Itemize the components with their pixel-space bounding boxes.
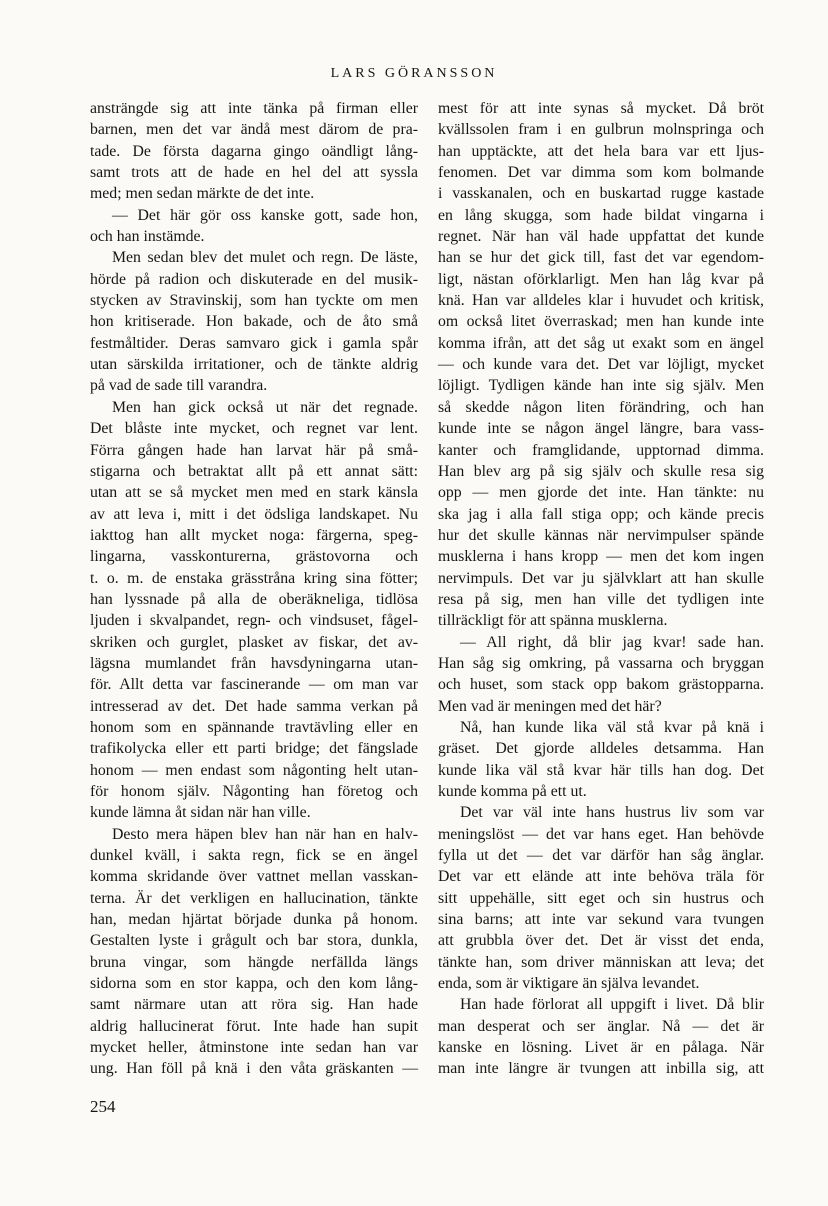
text-line: terna. Är det verkligen en hallucination, tänkte (90, 889, 418, 907)
text-line: enda, som är viktigare än själva levandet. (438, 975, 700, 993)
text-line: av att leva i, mitt i det ödsliga landskapet. Nu (90, 505, 418, 523)
text-line: han lyssnade på alla de oberäkneliga, tidlösa (90, 590, 418, 608)
text-line: — All right, då blir jag kvar! sade han. (460, 633, 764, 651)
text-line: knä. Han var alldeles klar i huvudet och kritisk, (438, 292, 764, 310)
text-line: ligt, nästan oförklarligt. Men han låg kvar på (438, 270, 764, 288)
text-line: fylla ut det — det var därför han såg änglar. (438, 847, 764, 865)
text-line: meningslöst — det var hans eget. Han behövde (438, 825, 764, 843)
text-line: kunde inte se någon ängel längre, bara vass- (438, 420, 764, 438)
text-line: sitt uppehälle, sitt eget och sin hustrus och (438, 889, 764, 907)
text-line: en lång skugga, som hade bildat vingarna i (438, 206, 764, 224)
text-line: utan att se så mycket men med en stark känsla (90, 484, 418, 502)
text-line: bruna vingar, som hängde nerfällda längs (90, 953, 418, 971)
text-line: nervimpuls. Det var ju självklart att han skulle (438, 569, 764, 587)
text-line: Förra gången hade han larvat här på små- (90, 441, 418, 459)
text-line: kunde komma på ett ut. (438, 783, 587, 800)
text-line: han upptäckte, att det hela bara var ett ljus- (438, 142, 764, 160)
text-line: Det blåste inte mycket, och regnet var lent. (90, 420, 418, 438)
text-line: iakttog han allt mycket noga: färgerna, speg- (90, 526, 418, 544)
text-line: mycket heller, åtminstone inte sedan han var (90, 1039, 418, 1057)
text-line: Men vad är meningen med det här? (438, 697, 662, 715)
text-line: hon kritiserade. Hon bakade, och de åto små (90, 313, 418, 331)
text-line: tade. De första dagarna gingo oändligt lång- (90, 142, 418, 160)
text-line: komma ifrån, att det såg ut exakt som en ängel (438, 334, 764, 352)
text-line: Han hade förlorat all uppgift i livet. Då blir (460, 996, 764, 1014)
text-line: kunde lika väl stå kvar här tills han dog. Det (438, 761, 764, 779)
text-line: Gestalten lyste i grågult och bar stora, dunkla, (90, 932, 418, 950)
text-line: löjligt. Tydligen kände han inte sig själv. Men (438, 377, 764, 395)
text-line: dunkel kväll, i sakta regn, fick se en ängel (90, 847, 418, 865)
text-line: man inte längre är tvungen att inbilla sig, att (438, 1060, 764, 1078)
text-line: ansträngde sig att inte tänka på firman eller (90, 100, 418, 117)
text-line: man desperat och ser änglar. Nå — det är (438, 1017, 764, 1035)
text-line: intresserad av det. Det hade samma verkan på (90, 697, 418, 715)
text-column-right (438, 98, 764, 1080)
text-line: aldrig hallucinerat förut. Inte hade han supit (90, 1017, 418, 1035)
text-line: på vad de sade till varandra. (90, 377, 268, 395)
text-line: honom — men endast som någonting helt utan- (90, 761, 418, 779)
text-line: ska jag i alla fall stiga opp; och kände precis (438, 505, 764, 523)
text-line: gräset. Det gjorde alldeles detsamma. Han (438, 740, 764, 758)
text-line: trafikolycka eller ett parti bridge; det fängslade (90, 740, 418, 758)
text-line: samt trots att de hade en hel del att syssla (90, 164, 418, 182)
text-line: att grubbla över det. Det är visst det enda, (438, 932, 764, 950)
text-line: barnen, men det var ändå mest därom de pra- (90, 121, 418, 139)
text-line: opp — men gjorde det inte. Han tänkte: nu (438, 484, 764, 502)
text-line: Men han gick också ut när det regnade. (112, 398, 418, 416)
text-line: Han såg sig omkring, på vassarna och bryggan (438, 654, 764, 672)
text-line: kanske en lösning. Livet är en pålaga. När (438, 1039, 764, 1057)
text-line: så skedde någon liten förändring, och han (438, 398, 764, 416)
text-column-left (90, 98, 418, 1080)
running-header: LARS GÖRANSSON (330, 66, 498, 81)
text-line: mest för att inte synas så mycket. Då bröt (438, 100, 764, 117)
text-line: för. Allt detta var fascinerande — om man var (90, 676, 418, 694)
text-line: han se hur det gick till, fast det var egendom- (438, 249, 764, 267)
text-line: skriken och gurglet, plasket av fiskar, det av- (90, 633, 418, 651)
text-line: lingarna, vasskonturerna, grästovorna och (90, 548, 418, 566)
text-line: stigarna och betraktat allt på ett annat sätt: (90, 462, 418, 480)
text-line: musklerna i hans kropp — men det kom ingen (438, 548, 764, 566)
text-line: kunde lämna åt sidan när han ville. (90, 804, 311, 822)
text-line: komma skridande över vattnet mellan vasskan- (90, 868, 418, 886)
text-line: kanter och framglidande, upptornad dimma. (438, 441, 764, 459)
text-line: tänkte han, som driver människan att leva; det (438, 953, 764, 971)
text-line: i vasskanalen, och en buskartad rugge kastade (438, 185, 764, 203)
text-line: Han blev arg på sig själv och skulle resa sig (438, 462, 764, 480)
text-line: sidorna som en stor kappa, och den kom lång- (90, 975, 418, 993)
text-line: och huset, som stack opp bakom grästopparna. (438, 676, 764, 694)
text-line: Det var ett elände att inte behöva träla för (438, 868, 764, 886)
text-line: resa på sig, men han ville det tydligen inte (438, 590, 764, 608)
text-line: hur det skulle kännas när nervimpulser spände (438, 526, 764, 544)
text-line: Nå, han kunde lika väl stå kvar på knä i (460, 718, 764, 736)
text-line: fenomen. Det var dimma som kom bolmande (438, 164, 764, 182)
text-line: — Det här gör oss kanske gott, sade hon, (112, 206, 418, 224)
text-line: utan särskilda irritationer, och de tänkte aldrig (90, 356, 418, 374)
text-line: ung. Han föll på knä i den våta gräskanten — (90, 1060, 418, 1078)
text-line: han, medan hjärtat började dunka på honom. (90, 911, 418, 929)
text-line: hörde på radion och diskuterade en del musik- (90, 270, 418, 288)
text-line: Desto mera häpen blev han när han en halv- (112, 825, 418, 843)
text-line: sina barns; att inte var sekund vara tvungen (438, 911, 764, 929)
text-line: tillräckligt för att spänna musklerna. (438, 612, 668, 630)
text-line: lägsna mumlandet från havsdyningarna utan- (90, 654, 418, 672)
text-line: ljuden i skvalpandet, regn- och vindsuset, fågel- (90, 612, 418, 630)
text-line: med; men sedan märkte de det inte. (90, 185, 315, 203)
text-line: t. o. m. de enstaka grässtråna kring sina fötter; (90, 569, 418, 587)
text-line: — och kunde vara det. Det var löjligt, mycket (438, 356, 764, 374)
text-line: för honom själv. Någonting han företog och (90, 783, 418, 800)
text-line: och han instämde. (90, 228, 205, 246)
text-line: Men sedan blev det mulet och regn. De läste, (112, 249, 418, 267)
text-line: regnet. När han väl hade uppfattat det kunde (438, 228, 764, 246)
text-line: festmåltider. Deras samvaro gick i gamla spår (90, 334, 418, 352)
text-line: kvällssolen fram i en gulbrun molnspringa och (438, 121, 764, 139)
text-line: samt närmare utan att röra sig. Han hade (90, 996, 418, 1014)
text-line: Det var väl inte hans hustrus liv som var (460, 804, 764, 822)
text-line: honom som en spännande travtävling eller en (90, 718, 418, 736)
text-line: stycken av Stravinskij, som han tyckte om men (90, 292, 418, 310)
page-number: 254 (90, 1097, 116, 1116)
text-line: om också litet överraskad; men han kunde inte (438, 313, 764, 331)
